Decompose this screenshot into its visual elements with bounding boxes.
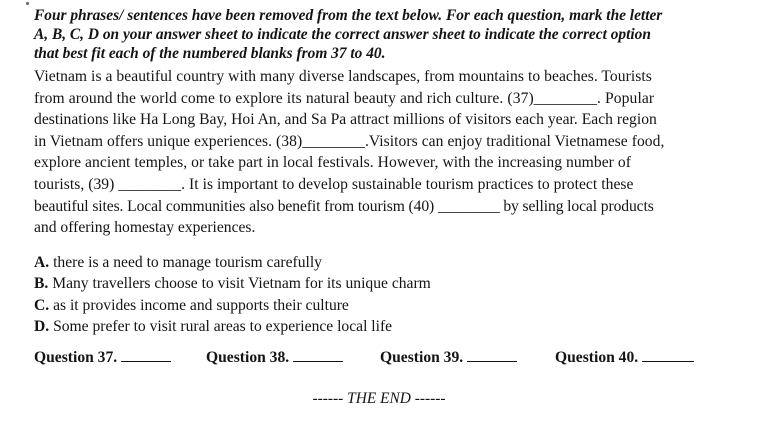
- instructions: [34, 6, 744, 63]
- option-c: [34, 295, 734, 316]
- scan-dot-mark: [26, 2, 29, 5]
- question-label: Question 40.: [555, 349, 639, 366]
- the-end-footer: ------ THE END ------: [312, 390, 446, 407]
- question-37: [34, 347, 171, 367]
- option-letter: B.: [34, 275, 49, 293]
- answer-options: [34, 252, 734, 338]
- question-40: [555, 347, 694, 367]
- option-b: [34, 273, 734, 294]
- question-38: [206, 347, 343, 367]
- passage-line: destinations like Ha Long Bay, Hoi An, and Sa Pa attract millions of visitors each year. Each region: [34, 111, 657, 129]
- question-label: Question 37.: [34, 349, 118, 366]
- passage-line: Vietnam is a beautiful country with many diverse landscapes, from mountains to beaches. Tourists: [34, 68, 652, 85]
- question-label: Question 38.: [206, 349, 290, 366]
- answer-blank-39[interactable]: [467, 347, 517, 362]
- instructions-line: that best fit each of the numbered blanks from 37 to 40.: [34, 45, 386, 62]
- option-letter: D.: [34, 318, 50, 336]
- question-39: [380, 347, 517, 367]
- option-text: as it provides income and supports their culture: [49, 296, 349, 314]
- option-text: Some prefer to visit rural areas to experience local life: [49, 318, 393, 336]
- option-d: [34, 316, 734, 337]
- option-a: [34, 252, 734, 273]
- instructions-line: A, B, C, D on your answer sheet to indicate the correct answer sheet to indicate the correct option: [34, 26, 651, 43]
- instructions-line: Four phrases/ sentences have been removed from the text below. For each question, mark the letter: [34, 7, 663, 24]
- answer-blank-38[interactable]: [293, 347, 343, 362]
- answer-row: [34, 347, 734, 371]
- option-letter: A.: [34, 254, 50, 271]
- passage-line: tourists, (39) ________. It is important to develop sustainable tourism practices to protect these: [34, 175, 634, 193]
- answer-blank-37[interactable]: [121, 347, 171, 362]
- option-text: there is a need to manage tourism carefully: [49, 254, 322, 271]
- option-letter: C.: [34, 296, 50, 314]
- answer-blank-40[interactable]: [642, 347, 694, 362]
- passage-line: from around the world come to explore its natural beauty and rich culture. (37)________. Popular: [34, 89, 655, 107]
- passage-line: and offering homestay experiences.: [34, 219, 256, 237]
- passage-line: in Vietnam offers unique experiences. (38)________.Visitors can enjoy traditional Vietnamese food,: [34, 132, 665, 150]
- reading-passage: [34, 66, 746, 239]
- question-label: Question 39.: [380, 349, 464, 366]
- passage-line: explore ancient temples, or take part in local festivals. However, with the increasing number of: [34, 154, 631, 172]
- option-text: Many travellers choose to visit Vietnam for its unique charm: [48, 275, 431, 293]
- passage-line: beautiful sites. Local communities also benefit from tourism (40) ________ by selling local products: [34, 197, 654, 215]
